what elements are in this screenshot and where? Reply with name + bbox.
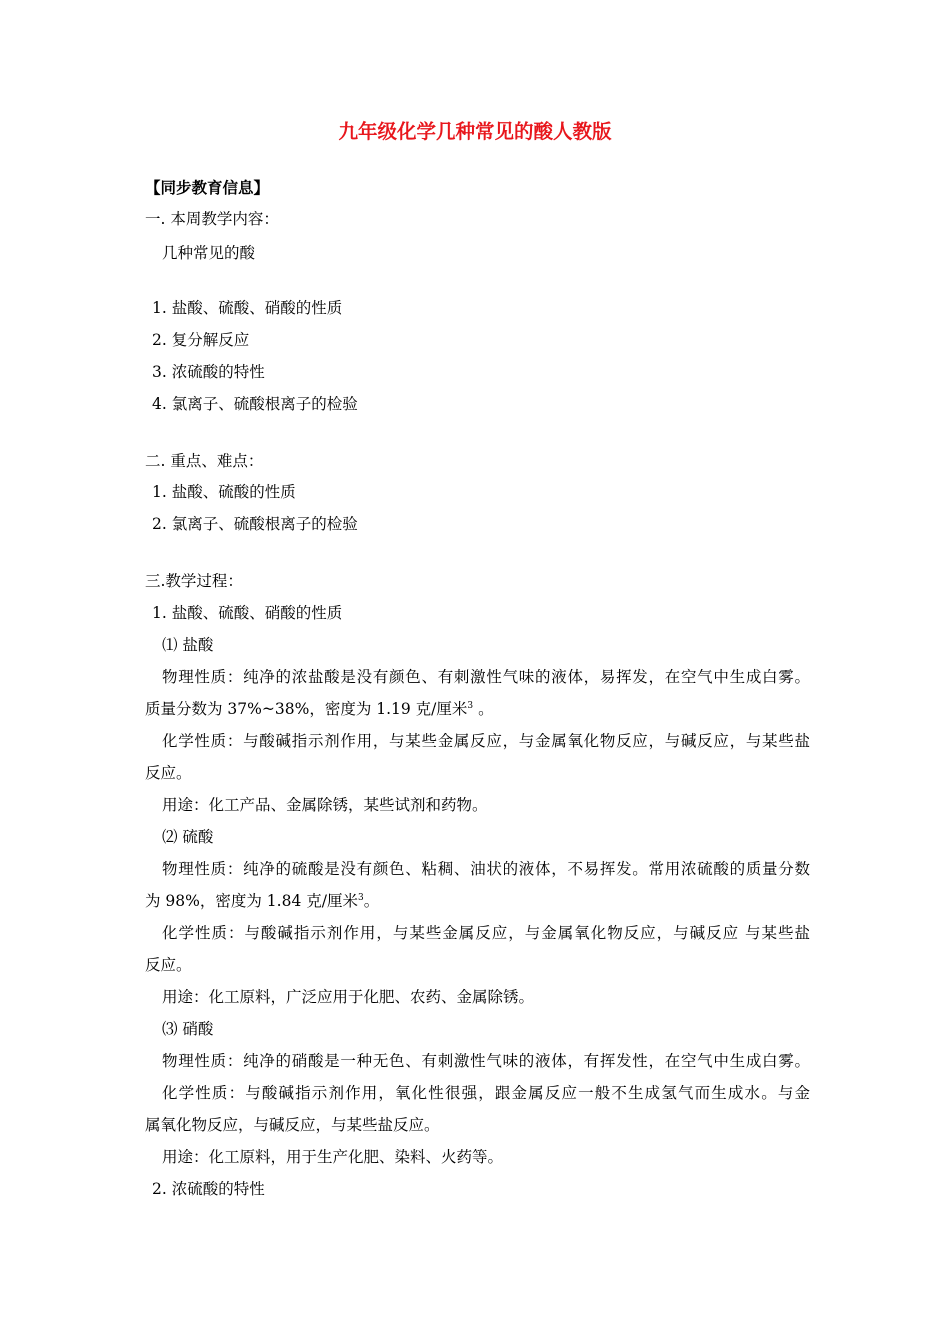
part1-item: 1. 盐酸、硫酸、硝酸的性质 (152, 299, 343, 317)
part2-heading: 二. 重点、难点： (145, 452, 264, 470)
part3-subheading: 2. 浓硫酸的特性 (152, 1180, 265, 1198)
hno3-chemical-line2: 属氧化物反应，与碱反应，与某些盐反应。 (145, 1116, 440, 1134)
hno3-physical-line1: 物理性质：纯净的硝酸是一种无色、有刺激性气味的液体，有挥发性，在空气中生成白雾。 (162, 1052, 810, 1070)
h2so4-physical-text: 为 98%，密度为 1.84 克/厘米 (145, 892, 358, 910)
part1-item: 3. 浓硫酸的特性 (152, 363, 265, 381)
h2so4-physical-sup: 3 (357, 892, 364, 903)
hcl-physical-line1: 物理性质：纯净的浓盐酸是没有颜色、有刺激性气味的液体，易挥发，在空气中生成白雾。 (162, 668, 810, 686)
h2so4-physical-line1: 物理性质：纯净的硫酸是没有颜色、粘稠、油状的液体，不易挥发。常用浓硫酸的质量分数 (162, 860, 810, 878)
hcl-chemical-line2: 反应。 (145, 764, 192, 782)
hcl-physical-text: 质量分数为 37%~38%，密度为 1.19 克/厘米 (145, 700, 468, 718)
hcl-physical-end: 。 (473, 700, 494, 718)
h2so4-physical-end: 。 (363, 892, 380, 910)
hcl-chemical-line1: 化学性质：与酸碱指示剂作用，与某些金属反应，与金属氧化物反应，与碱反应，与某些盐 (162, 732, 810, 750)
hno3-label: ⑶ 硝酸 (162, 1020, 214, 1038)
document-title: 九年级化学几种常见的酸人教版 (338, 120, 612, 143)
hcl-physical-sup: 3 (467, 700, 474, 711)
part1-heading: 一. 本周教学内容： (145, 210, 279, 228)
part1-item: 2. 复分解反应 (152, 331, 250, 349)
h2so4-chemical-line2: 反应。 (145, 956, 192, 974)
hcl-label: ⑴ 盐酸 (162, 636, 214, 654)
h2so4-chemical-line1: 化学性质：与酸碱指示剂作用，与某些金属反应，与金属氧化物反应，与碱反应 与某些盐 (162, 924, 810, 942)
hcl-use: 用途：化工产品、金属除锈，某些试剂和药物。 (162, 796, 488, 814)
part3-heading: 三.教学过程： (145, 572, 243, 590)
h2so4-use: 用途：化工原料，广泛应用于化肥、农药、金属除锈。 (162, 988, 535, 1006)
hcl-physical-line2 (145, 698, 810, 720)
h2so4-physical-line2 (145, 890, 810, 912)
part1-item: 4. 氯离子、硫酸根离子的检验 (152, 395, 358, 413)
hno3-chemical-line1: 化学性质：与酸碱指示剂作用，氧化性很强，跟金属反应一般不生成氢气而生成水。与金 (162, 1084, 810, 1102)
h2so4-label: ⑵ 硫酸 (162, 828, 214, 846)
part3-subheading: 1. 盐酸、硫酸、硝酸的性质 (152, 604, 343, 622)
part1-topic: 几种常见的酸 (162, 244, 256, 262)
section-header: 【同步教育信息】 (145, 179, 270, 197)
part2-item: 1. 盐酸、硫酸的性质 (152, 483, 296, 501)
hno3-use: 用途：化工原料，用于生产化肥、染料、火药等。 (162, 1148, 504, 1166)
part2-item: 2. 氯离子、硫酸根离子的检验 (152, 515, 358, 533)
